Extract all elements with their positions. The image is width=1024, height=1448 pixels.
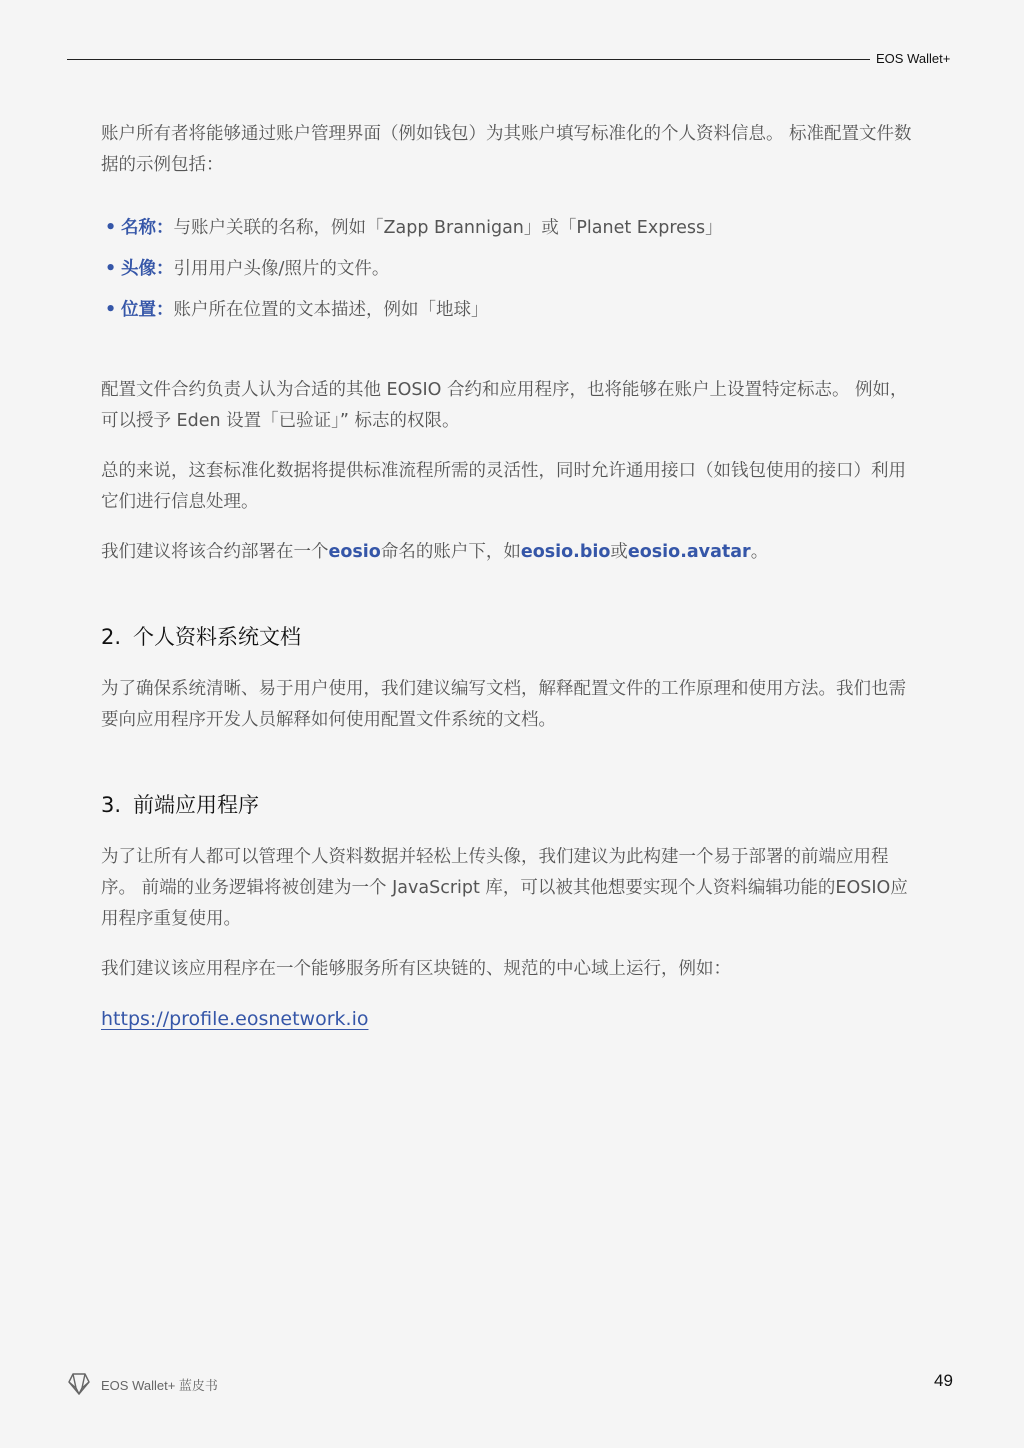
- profile-url-link[interactable]: https://profile.eosnetwork.io: [101, 1008, 369, 1030]
- field-term: 位置：: [121, 300, 174, 320]
- main-content: [101, 119, 923, 1055]
- field-description: 账户所在位置的文本描述，例如「地球」: [173, 300, 489, 320]
- footer: [67, 1372, 218, 1396]
- header-divider: [67, 59, 870, 60]
- header-title: EOS Wallet+: [876, 51, 951, 66]
- section-number: 3.: [101, 793, 122, 817]
- account-name-eosio: eosio: [328, 542, 381, 562]
- section-title: 前端应用程序: [133, 793, 260, 817]
- section-title: 个人资料系统文档: [133, 625, 302, 649]
- intro-paragraph: 账户所有者将能够通过账户管理界面（例如钱包）为其账户填写标准化的个人资料信息。 标准配置文件数据的示例包括：: [101, 124, 912, 175]
- section-number: 2.: [101, 625, 122, 649]
- section-heading-frontend: [101, 790, 923, 820]
- section-heading-documentation: [101, 622, 923, 652]
- footer-brand: EOS Wallet+ 蓝皮书: [101, 1377, 218, 1393]
- field-term: 名称：: [121, 218, 174, 238]
- profile-fields-list: [101, 208, 923, 331]
- deploy-prefix: 我们建议将该合约部署在一个: [101, 542, 329, 562]
- hosting-paragraph: 我们建议该应用程序在一个能够服务所有区块链的、规范的中心域上运行，例如：: [101, 959, 731, 979]
- field-description: 引用用户头像/照片的文件。: [173, 259, 390, 279]
- field-description: 与账户关联的名称，例如「Zapp Brannigan」或「Planet Express」: [173, 218, 723, 238]
- documentation-paragraph: 为了确保系统清晰、易于用户使用，我们建议编写文档，解释配置文件的工作原理和使用方法。我们也需要向应用程序开发人员解释如何使用配置文件系统的文档。: [101, 679, 906, 730]
- frontend-paragraph: 为了让所有人都可以管理个人资料数据并轻松上传头像，我们建议为此构建一个易于部署的前端应用程序。 前端的业务逻辑将被创建为一个 JavaScript 库，可以被其他想要实现个人资料编辑功能的EOSIO应用程序重复使用。: [101, 847, 908, 929]
- url-paragraph: [101, 1004, 923, 1036]
- contract-paragraph: 配置文件合约负责人认为合适的其他 EOSIO 合约和应用程序，也将能够在账户上设置特定标志。 例如，可以授予 Eden 设置「已验证」” 标志的权限。: [101, 380, 908, 431]
- list-item: [121, 208, 923, 249]
- eos-logo-icon: [67, 1372, 91, 1396]
- summary-paragraph: 总的来说，这套标准化数据将提供标准流程所需的灵活性，同时允许通用接口（如钱包使用的接口）利用它们进行信息处理。: [101, 461, 906, 512]
- list-item: [121, 249, 923, 290]
- deploy-suffix: 。: [750, 542, 769, 562]
- deploy-mid: 命名的账户下，如: [380, 542, 521, 562]
- list-item: [121, 290, 923, 331]
- page-number: 49: [934, 1371, 953, 1390]
- deploy-paragraph: [101, 537, 923, 568]
- account-name-eosio-bio: eosio.bio: [520, 542, 611, 562]
- account-name-eosio-avatar: eosio.avatar: [627, 542, 751, 562]
- field-term: 头像：: [121, 259, 174, 279]
- deploy-or: 或: [610, 542, 628, 562]
